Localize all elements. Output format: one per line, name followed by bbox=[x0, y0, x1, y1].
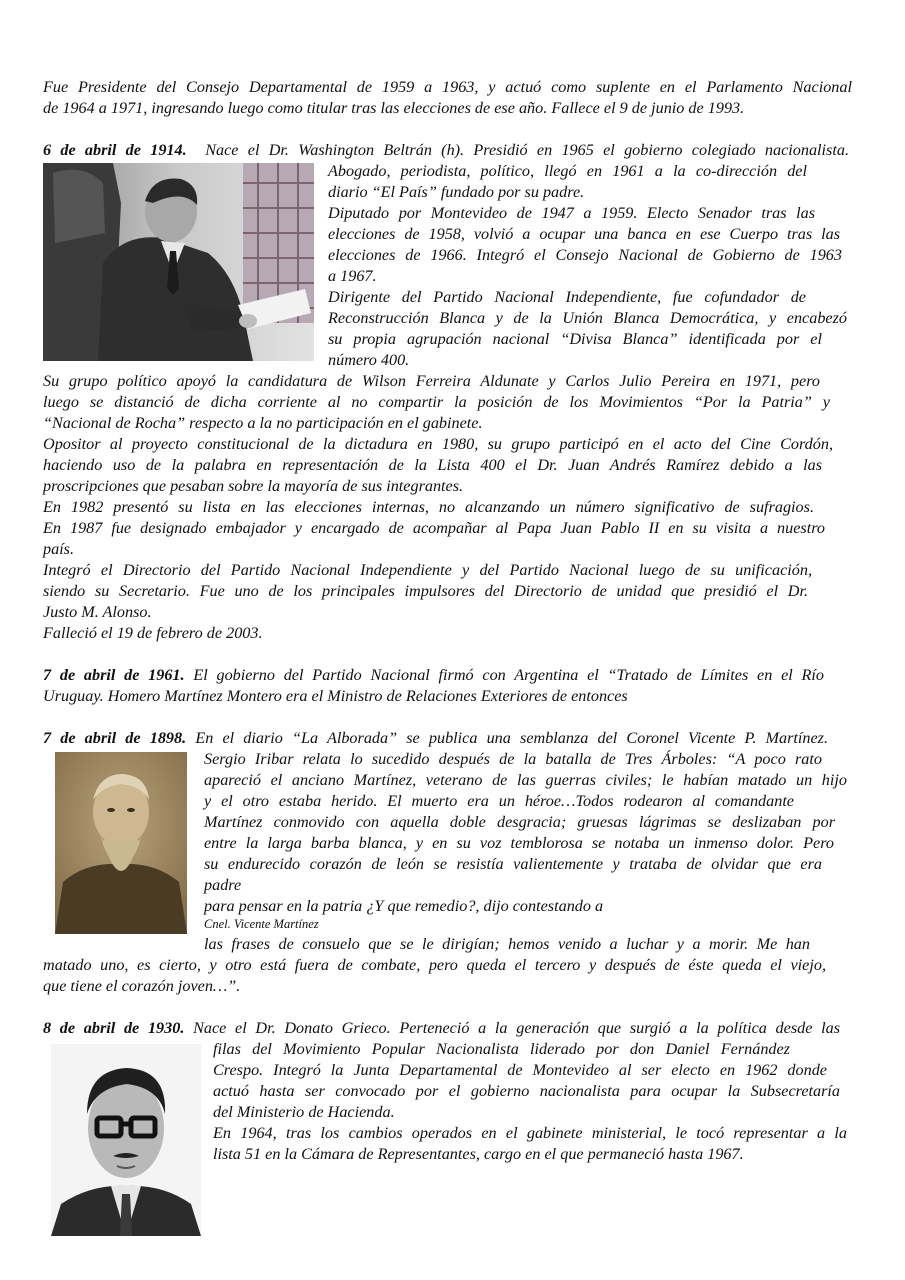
entry-1914-side-line-9: su propia agrupación nacional “Divisa Blanca” identificada por el bbox=[328, 330, 822, 348]
donato-grieco-photo bbox=[51, 1044, 201, 1236]
intro-line-2: de 1964 a 1971, ingresando luego como titular tras las elecciones de ese año. Fallece el 9 de junio de 1993. bbox=[43, 99, 745, 117]
washington-beltran-photo bbox=[43, 163, 314, 361]
entry-1898-first-line: En el diario “La Alborada” se publica una semblanza del Coronel Vicente P. Martínez. bbox=[195, 729, 829, 747]
entry-1898-side-line-3: y el otro estaba herido. El muerto era un héroe…Todos rodearon al comandante bbox=[204, 792, 794, 810]
entry-1930-side-line-1: filas del Movimiento Popular Nacionalista liderado por don Daniel Fernández bbox=[213, 1040, 790, 1058]
entry-1914-first-line: Nace el Dr. Washington Beltrán (h). Presidió en 1965 el gobierno colegiado nacionalista. bbox=[205, 141, 849, 159]
entry-1914-line-23: Falleció el 19 de febrero de 2003. bbox=[43, 624, 263, 642]
entry-1914-line-14: Opositor al proyecto constitucional de la dictadura en 1980, su grupo participó en el acto del Cine Cordón, bbox=[43, 435, 833, 453]
entry-1914-line-17: En 1982 presentó su lista en las elecciones internas, no alcanzando un número significativo de sufragios. bbox=[43, 498, 814, 516]
entry-1914-side-line-5: elecciones de 1966. Integró el Consejo Nacional de Gobierno de 1963 bbox=[328, 246, 842, 264]
entry-1914-side-line-10: número 400. bbox=[328, 351, 410, 369]
entry-1898-line-12: que tiene el corazón joven…”. bbox=[43, 977, 241, 995]
entry-1930-side-line-5: En 1964, tras los cambios operados en el gabinete ministerial, le tocó representar a la bbox=[213, 1124, 847, 1142]
photo-caption: Cnel. Vicente Martínez bbox=[204, 917, 319, 931]
entry-1914-side-line-7: Dirigente del Partido Nacional Independiente, fue cofundador de bbox=[328, 288, 806, 306]
entry-1961-heading-line bbox=[43, 665, 824, 686]
entry-1898-side-line-7: padre bbox=[204, 876, 242, 894]
entry-1930-side-line-3: actuó hasta ser convocado por el gobierno nacionalista para ocupar la Subsecretaría bbox=[213, 1082, 840, 1100]
entry-1914-line-15: haciendo uso de la palabra en representación de la Lista 400 el Dr. Juan Andrés Ramírez debido a las bbox=[43, 456, 822, 474]
entry-1898-side-line-2: apareció el anciano Martínez, veterano de las guerras civiles; le habían matado un hijo bbox=[204, 771, 847, 789]
entry-1930-side-line-6: lista 51 en la Cámara de Representantes, cargo en el que permaneció hasta 1967. bbox=[213, 1145, 744, 1163]
entry-1898-side-line-1: Sergio Iribar relata lo sucedido después de la batalla de Tres Árboles: “A poco rato bbox=[204, 750, 822, 768]
intro-line-1: Fue Presidente del Consejo Departamental de 1959 a 1963, y actuó como suplente en el Parlamento Nacional bbox=[43, 78, 852, 96]
entry-1961-first-line: El gobierno del Partido Nacional firmó con Argentina el “Tratado de Límites en el Río bbox=[193, 666, 824, 684]
entry-1914-side-line-3: Diputado por Montevideo de 1947 a 1959. Electo Senador tras las bbox=[328, 204, 815, 222]
entry-1914-line-20: Integró el Directorio del Partido Nacional Independiente y del Partido Nacional luego de su unificación, bbox=[43, 561, 812, 579]
entry-1914-side-line-8: Reconstrucción Blanca y de la Unión Blanca Democrática, y encabezó bbox=[328, 309, 847, 327]
entry-1961-date: 7 de abril de 1961. bbox=[43, 666, 185, 684]
entry-1914-line-13: “Nacional de Rocha” respecto a la no participación en el gabinete. bbox=[43, 414, 483, 432]
entry-1914-line-12: luego se distanció de dicha corriente al no compartir la posición de los Movimientos “Por la Patria” y bbox=[43, 393, 830, 411]
entry-1914-heading-line bbox=[43, 140, 849, 161]
entry-1930-first-line: Nace el Dr. Donato Grieco. Perteneció a la generación que surgió a la política desde las bbox=[193, 1019, 840, 1037]
entry-1914-line-11: Su grupo político apoyó la candidatura de Wilson Ferreira Aldunate y Carlos Julio Pereira en 1971, pero bbox=[43, 372, 820, 390]
entry-1961-line-2: Uruguay. Homero Martínez Montero era el Ministro de Relaciones Exteriores de entonces bbox=[43, 687, 628, 705]
entry-1898-after-caption: las frases de consuelo que se le dirigían; hemos venido a luchar y a morir. Me han bbox=[204, 935, 810, 953]
entry-1914-line-22: Justo M. Alonso. bbox=[43, 603, 152, 621]
entry-1898-date: 7 de abril de 1898. bbox=[43, 729, 187, 747]
vicente-martinez-photo bbox=[55, 752, 187, 934]
entry-1914-date: 6 de abril de 1914. bbox=[43, 141, 187, 159]
entry-1898-side-line-8: para pensar en la patria ¿Y que remedio?, dijo contestando a bbox=[204, 897, 604, 915]
entry-1898-side-line-5: entre la larga barba blanca, y en su voz temblorosa se notaba un inmenso dolor. Pero bbox=[204, 834, 834, 852]
entry-1914-side-line-2: diario “El País” fundado por su padre. bbox=[328, 183, 585, 201]
entry-1914-side-line-4: elecciones de 1958, volvió a ocupar una banca en ese Cuerpo tras las bbox=[328, 225, 840, 243]
entry-1930-heading-line bbox=[43, 1018, 840, 1039]
entry-1914-line-21: siendo su Secretario. Fue uno de los principales impulsores del Directorio de unidad que presidió el Dr. bbox=[43, 582, 808, 600]
entry-1930-date: 8 de abril de 1930. bbox=[43, 1019, 185, 1037]
entry-1898-heading-line bbox=[43, 728, 828, 749]
entry-1898-line-11: matado uno, es cierto, y otro está fuera de combate, pero queda el tercero y después de éste queda el viejo, bbox=[43, 956, 826, 974]
entry-1914-line-16: proscripciones que pesaban sobre la mayoría de sus integrantes. bbox=[43, 477, 464, 495]
entry-1914-line-18: En 1987 fue designado embajador y encargado de acompañar al Papa Juan Pablo II en su visita a nuestro bbox=[43, 519, 825, 537]
entry-1914-side-line-1: Abogado, periodista, político, llegó en 1961 a la co-dirección del bbox=[328, 162, 807, 180]
entry-1898-side-line-4: Martínez conmovido con aquella doble desgracia; gruesas lágrimas se deslizaban por bbox=[204, 813, 835, 831]
entry-1930-side-line-2: Crespo. Integró la Junta Departamental de Montevideo al ser electo en 1962 donde bbox=[213, 1061, 827, 1079]
entry-1914-line-19: país. bbox=[43, 540, 75, 558]
entry-1930-side-line-4: del Ministerio de Hacienda. bbox=[213, 1103, 395, 1121]
entry-1898-side-line-6: su endurecido corazón de león se resistía valientemente y trataba de olvidar que era bbox=[204, 855, 822, 873]
entry-1914-side-line-6: a 1967. bbox=[328, 267, 377, 285]
